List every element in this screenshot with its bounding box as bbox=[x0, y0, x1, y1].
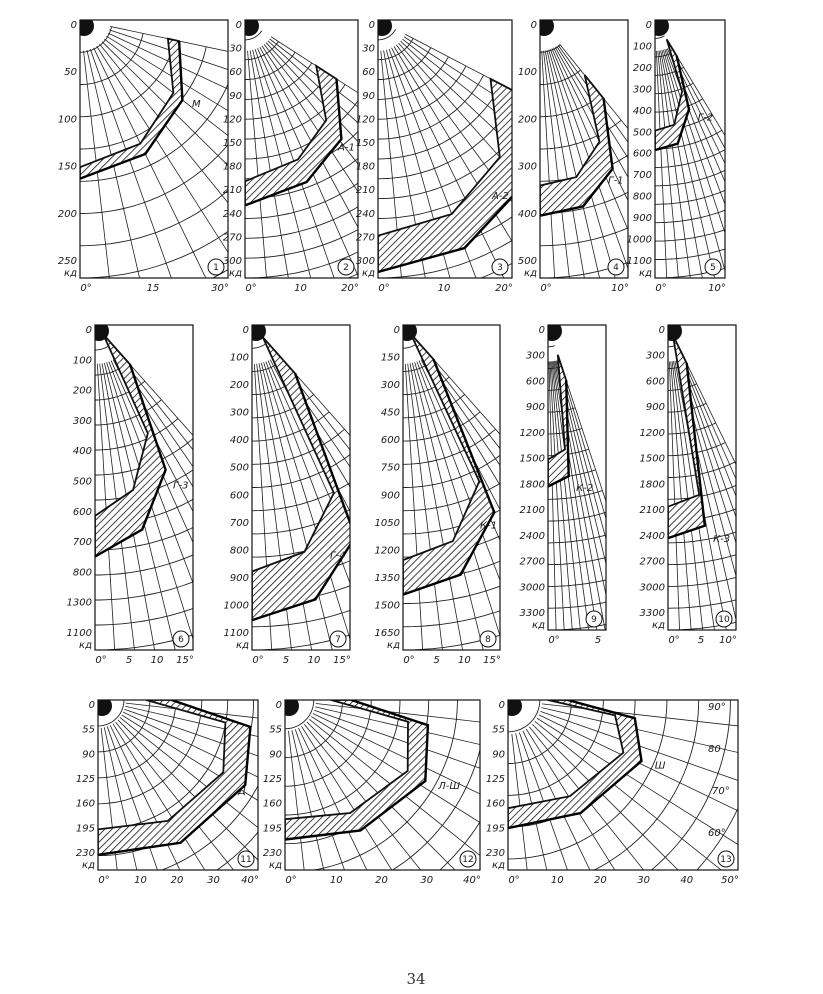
depth-tick-label: 1050 bbox=[374, 517, 400, 529]
angle-ray bbox=[264, 44, 500, 344]
depth-arc bbox=[548, 346, 555, 347]
depth-tick-label: 150 bbox=[355, 138, 375, 149]
angle-tick-label: 0° bbox=[252, 655, 264, 666]
depth-arc bbox=[655, 272, 808, 315]
depth-arc bbox=[508, 700, 823, 994]
angle-tick-label: 30° bbox=[211, 283, 229, 294]
angle-tick-label: 0° bbox=[508, 875, 520, 886]
depth-tick-label: 230 bbox=[75, 848, 95, 859]
depth-tick-label: 150 bbox=[57, 161, 77, 173]
angle-ray bbox=[307, 722, 578, 993]
unit-label: кд bbox=[229, 268, 242, 279]
angle-tick-label: 15° bbox=[333, 655, 351, 666]
depth-tick-label: 1200 bbox=[519, 427, 545, 439]
origin-mark bbox=[279, 696, 299, 716]
depth-tick-label: 1100 bbox=[66, 628, 92, 639]
arc-label: 70° bbox=[712, 786, 730, 797]
unit-label: кд bbox=[82, 860, 95, 871]
depth-tick-label: 100 bbox=[517, 67, 537, 79]
depth-arc bbox=[540, 296, 763, 375]
depth-tick-label: 0 bbox=[85, 325, 92, 336]
panel-number: 4 bbox=[613, 263, 619, 273]
depth-tick-label: 0 bbox=[235, 20, 242, 31]
angle-tick-label: 20 bbox=[170, 875, 184, 886]
depth-arc bbox=[508, 700, 823, 994]
depth-tick-label: 180 bbox=[222, 161, 242, 173]
hatched-zone bbox=[245, 66, 341, 206]
depth-tick-label: 50 bbox=[64, 67, 77, 79]
depth-tick-label: 100 bbox=[57, 114, 77, 126]
angle-tick-label: 20° bbox=[495, 283, 513, 294]
angle-tick-label: 10 bbox=[294, 283, 307, 294]
depth-arc bbox=[285, 700, 659, 994]
depth-tick-label: 180 bbox=[355, 161, 375, 173]
depth-tick-label: 3000 bbox=[639, 582, 665, 594]
unit-label: кд bbox=[362, 268, 375, 279]
angle-tick-label: 40° bbox=[463, 875, 481, 886]
angle-ray bbox=[680, 360, 823, 786]
depth-tick-label: 250 bbox=[57, 256, 77, 267]
angle-tick-label: 5 bbox=[433, 655, 440, 666]
depth-tick-label: 200 bbox=[517, 114, 537, 126]
hatched-zone bbox=[403, 334, 494, 595]
panel-number: 12 bbox=[462, 855, 474, 865]
angle-tick-label: 15° bbox=[483, 655, 501, 666]
depth-tick-label: 195 bbox=[75, 823, 95, 835]
depth-tick-label: 270 bbox=[355, 232, 375, 244]
depth-tick-label: 2100 bbox=[639, 505, 665, 517]
depth-tick-label: 600 bbox=[229, 490, 249, 502]
depth-tick-label: 55 bbox=[82, 724, 95, 736]
depth-tick-label: 120 bbox=[222, 114, 242, 126]
depth-tick-label: 230 bbox=[262, 848, 282, 859]
depth-tick-label: 1500 bbox=[639, 453, 665, 465]
angle-ray bbox=[512, 734, 559, 994]
depth-tick-label: 600 bbox=[72, 506, 92, 518]
depth-arc bbox=[540, 271, 743, 343]
depth-tick-label: 700 bbox=[229, 517, 249, 529]
curve-tag: M bbox=[192, 98, 201, 110]
depth-tick-label: 1800 bbox=[639, 479, 665, 491]
depth-tick-label: 300 bbox=[222, 256, 242, 267]
depth-tick-label: 500 bbox=[517, 256, 537, 267]
angle-ray bbox=[412, 363, 527, 830]
depth-tick-label: 400 bbox=[72, 446, 92, 458]
angle-ray bbox=[658, 50, 730, 426]
hatched-zone bbox=[508, 700, 642, 828]
panel-number: 5 bbox=[710, 263, 716, 273]
depth-tick-label: 125 bbox=[485, 774, 505, 785]
depth-tick-label: 230 bbox=[485, 848, 505, 859]
depth-arc bbox=[403, 620, 665, 720]
curve-tag: Г-4 bbox=[330, 550, 346, 562]
origin-mark bbox=[239, 16, 259, 36]
depth-tick-label: 400 bbox=[517, 208, 537, 220]
angle-tick-label: 0° bbox=[80, 283, 92, 294]
depth-tick-label: 160 bbox=[485, 798, 505, 810]
depth-tick-label: 300 bbox=[645, 350, 665, 362]
angle-tick-label: 20 bbox=[375, 875, 388, 886]
panel-number: 8 bbox=[485, 635, 491, 645]
angle-ray bbox=[298, 728, 464, 994]
depth-tick-label: 125 bbox=[75, 774, 95, 785]
depth-arc bbox=[668, 678, 823, 718]
hatched-zone bbox=[285, 700, 428, 840]
depth-arc bbox=[95, 624, 361, 725]
depth-tick-label: 210 bbox=[355, 185, 375, 197]
depth-tick-label: 200 bbox=[72, 385, 92, 397]
panel-number: 11 bbox=[240, 855, 252, 865]
curve-tag: Л-Ш bbox=[438, 781, 461, 793]
curve-tag: Г-3 bbox=[173, 480, 189, 492]
depth-tick-label: 195 bbox=[262, 823, 282, 835]
hatched-zone bbox=[378, 79, 524, 272]
depth-tick-label: 210 bbox=[222, 185, 242, 197]
arc-label: 60° bbox=[708, 828, 726, 839]
depth-tick-label: 700 bbox=[632, 170, 652, 182]
depth-tick-label: 1200 bbox=[639, 427, 665, 439]
depth-tick-label: 150 bbox=[380, 352, 400, 364]
arc-label: 90° bbox=[708, 702, 726, 713]
depth-tick-label: 200 bbox=[229, 380, 249, 392]
depth-tick-label: 60 bbox=[229, 67, 242, 79]
depth-tick-label: 300 bbox=[517, 161, 537, 173]
depth-tick-label: 0 bbox=[498, 700, 505, 711]
angle-tick-label: 15 bbox=[146, 283, 160, 294]
arc-label: 80 bbox=[708, 744, 721, 755]
angle-tick-label: 30 bbox=[207, 875, 220, 886]
depth-tick-label: 125 bbox=[262, 774, 282, 785]
depth-tick-label: 2700 bbox=[519, 556, 545, 568]
depth-tick-label: 200 bbox=[57, 208, 77, 220]
depth-tick-label: 1100 bbox=[626, 256, 652, 267]
angle-tick-label: 0° bbox=[95, 655, 107, 666]
panel-5 bbox=[627, 16, 823, 433]
angle-ray bbox=[542, 704, 823, 751]
angle-ray bbox=[535, 721, 823, 985]
angle-tick-label: 40 bbox=[680, 875, 694, 886]
depth-tick-label: 160 bbox=[262, 798, 282, 810]
depth-tick-label: 240 bbox=[222, 208, 242, 220]
angle-tick-label: 0° bbox=[655, 283, 667, 294]
unit-label: кд bbox=[387, 640, 400, 651]
curve-tag: А-1 bbox=[338, 142, 355, 154]
depth-tick-label: 0 bbox=[393, 325, 400, 336]
depth-arc bbox=[655, 36, 665, 39]
depth-tick-label: 300 bbox=[632, 84, 652, 96]
angle-ray bbox=[99, 44, 339, 341]
angle-ray bbox=[671, 46, 823, 373]
depth-tick-label: 600 bbox=[632, 148, 652, 160]
depth-tick-label: 0 bbox=[368, 20, 375, 31]
depth-tick-label: 400 bbox=[632, 105, 652, 117]
origin-mark bbox=[502, 696, 522, 716]
angle-tick-label: 50° bbox=[721, 875, 739, 886]
angle-ray bbox=[679, 360, 813, 791]
panel-13 bbox=[486, 696, 823, 994]
angle-tick-label: 10 bbox=[437, 283, 451, 294]
panel-frame bbox=[540, 20, 628, 278]
depth-tick-label: 1300 bbox=[66, 597, 92, 609]
panel-number: 6 bbox=[178, 635, 184, 645]
depth-tick-label: 1100 bbox=[223, 628, 249, 639]
depth-tick-label: 100 bbox=[632, 41, 652, 53]
depth-arc bbox=[655, 256, 798, 296]
depth-tick-label: 300 bbox=[525, 350, 545, 362]
depth-tick-label: 55 bbox=[269, 724, 282, 736]
angle-tick-label: 0° bbox=[548, 635, 560, 646]
depth-tick-label: 2400 bbox=[519, 530, 545, 542]
depth-tick-label: 500 bbox=[632, 127, 652, 139]
angle-tick-label: 10 bbox=[550, 875, 564, 886]
angle-tick-label: 10° bbox=[719, 635, 737, 646]
depth-tick-label: 90 bbox=[362, 90, 375, 102]
angle-tick-label: 30 bbox=[420, 875, 434, 886]
depth-tick-label: 60 bbox=[362, 67, 375, 79]
depth-tick-label: 450 bbox=[380, 407, 400, 419]
depth-tick-label: 900 bbox=[632, 213, 652, 225]
angle-tick-label: 0° bbox=[668, 635, 680, 646]
depth-tick-label: 0 bbox=[658, 325, 665, 336]
curve-tag: Г-1 bbox=[608, 175, 624, 187]
depth-tick-label: 500 bbox=[229, 462, 249, 474]
angle-tick-label: 5 bbox=[697, 635, 705, 646]
angle-tick-label: 0° bbox=[98, 875, 110, 886]
depth-tick-label: 1500 bbox=[374, 600, 400, 612]
depth-tick-label: 200 bbox=[632, 62, 652, 74]
depth-tick-label: 0 bbox=[538, 325, 545, 336]
depth-tick-label: 90 bbox=[82, 749, 95, 761]
depth-tick-label: 100 bbox=[72, 355, 92, 367]
depth-arc bbox=[668, 658, 823, 696]
depth-tick-label: 900 bbox=[645, 402, 665, 414]
depth-tick-label: 1000 bbox=[626, 234, 652, 246]
depth-tick-label: 0 bbox=[530, 20, 537, 31]
panel-number: 1 bbox=[213, 263, 219, 273]
angle-tick-label: 10 bbox=[329, 875, 343, 886]
depth-tick-label: 120 bbox=[355, 114, 375, 126]
angle-tick-label: 0° bbox=[245, 283, 257, 294]
angle-tick-label: 0° bbox=[403, 655, 415, 666]
depth-tick-label: 1500 bbox=[519, 453, 545, 465]
unit-label: кд bbox=[269, 860, 282, 871]
depth-tick-label: 150 bbox=[222, 138, 242, 149]
depth-tick-label: 600 bbox=[380, 435, 400, 447]
depth-arc bbox=[508, 700, 823, 994]
curve-tag: Д bbox=[238, 786, 246, 798]
depth-tick-label: 0 bbox=[645, 20, 652, 31]
unit-label: кд bbox=[236, 640, 249, 651]
angle-tick-label: 30 bbox=[637, 875, 650, 886]
panel-10 bbox=[640, 321, 823, 813]
origin-mark bbox=[534, 16, 554, 36]
angle-tick-label: 10 bbox=[150, 655, 164, 666]
angle-ray bbox=[683, 358, 823, 771]
depth-tick-label: 300 bbox=[72, 415, 92, 427]
depth-tick-label: 0 bbox=[70, 20, 77, 31]
depth-tick-label: 1000 bbox=[223, 600, 249, 612]
depth-tick-label: 600 bbox=[525, 376, 545, 388]
panel-number: 3 bbox=[497, 263, 503, 273]
depth-tick-label: 900 bbox=[229, 572, 249, 584]
depth-tick-label: 30 bbox=[229, 43, 242, 55]
curve-tag: К-1 bbox=[480, 520, 498, 532]
depth-tick-label: 1350 bbox=[374, 572, 400, 584]
unit-label: кд bbox=[64, 268, 77, 279]
depth-arc bbox=[548, 677, 664, 696]
angle-ray bbox=[292, 730, 377, 994]
depth-tick-label: 55 bbox=[492, 724, 505, 736]
origin-mark bbox=[92, 696, 112, 716]
origin-mark bbox=[662, 321, 682, 341]
depth-tick-label: 0 bbox=[88, 700, 95, 711]
angle-tick-label: 5 bbox=[125, 655, 133, 666]
depth-tick-label: 800 bbox=[632, 191, 652, 203]
angle-tick-label: 10° bbox=[611, 283, 629, 294]
angle-ray bbox=[295, 729, 421, 994]
depth-tick-label: 160 bbox=[75, 798, 95, 810]
angle-tick-label: 0° bbox=[378, 283, 390, 294]
angle-ray bbox=[557, 361, 664, 800]
depth-tick-label: 100 bbox=[229, 352, 249, 364]
angle-tick-label: 10 bbox=[307, 655, 321, 666]
angle-ray bbox=[101, 728, 140, 994]
depth-tick-label: 600 bbox=[645, 376, 665, 388]
panel-number: 10 bbox=[718, 615, 730, 625]
angle-tick-label: 20 bbox=[594, 875, 607, 886]
depth-tick-label: 900 bbox=[525, 402, 545, 414]
panel-frame bbox=[80, 20, 228, 278]
depth-tick-label: 30 bbox=[362, 43, 375, 55]
angle-ray bbox=[526, 729, 751, 994]
depth-tick-label: 800 bbox=[229, 545, 249, 557]
curve-tag: К-2 bbox=[576, 482, 594, 494]
angle-ray bbox=[540, 711, 823, 851]
depth-arc bbox=[508, 700, 823, 994]
angle-ray bbox=[672, 361, 723, 809]
depth-tick-label: 0 bbox=[242, 325, 249, 336]
depth-tick-label: 300 bbox=[355, 256, 375, 267]
depth-tick-label: 1800 bbox=[519, 479, 545, 491]
unit-label: кд bbox=[639, 268, 652, 279]
depth-tick-label: 700 bbox=[72, 537, 92, 549]
origin-mark bbox=[542, 321, 562, 341]
angle-tick-label: 10° bbox=[708, 283, 726, 294]
depth-tick-label: 240 bbox=[355, 208, 375, 220]
depth-tick-label: 90 bbox=[229, 90, 242, 102]
panel-number: 7 bbox=[335, 635, 341, 645]
depth-tick-label: 3000 bbox=[519, 582, 545, 594]
depth-tick-label: 300 bbox=[380, 380, 400, 392]
depth-tick-label: 195 bbox=[485, 823, 505, 835]
depth-tick-label: 0 bbox=[275, 700, 282, 711]
depth-arc bbox=[668, 638, 821, 673]
depth-tick-label: 2400 bbox=[639, 530, 665, 542]
panel-number: 2 bbox=[343, 263, 349, 273]
angle-ray bbox=[110, 26, 483, 105]
depth-tick-label: 400 bbox=[229, 435, 249, 447]
depth-tick-label: 900 bbox=[380, 490, 400, 502]
curve-tag: Г-2 bbox=[697, 112, 714, 124]
depth-tick-label: 3300 bbox=[639, 608, 665, 619]
depth-tick-label: 1650 bbox=[374, 628, 400, 639]
angle-ray bbox=[102, 363, 189, 836]
angle-ray bbox=[516, 733, 610, 994]
depth-tick-label: 3300 bbox=[519, 608, 545, 619]
unit-label: кд bbox=[652, 620, 665, 631]
depth-arc bbox=[668, 619, 811, 652]
angle-tick-label: 0° bbox=[285, 875, 297, 886]
page-number: 34 bbox=[406, 970, 426, 988]
angle-tick-label: 0° bbox=[540, 283, 552, 294]
unit-label: кд bbox=[79, 640, 92, 651]
unit-label: кд bbox=[492, 860, 505, 871]
origin-mark bbox=[74, 16, 94, 36]
angle-tick-label: 40° bbox=[241, 875, 259, 886]
origin-mark bbox=[372, 16, 392, 36]
depth-tick-label: 750 bbox=[380, 462, 400, 474]
angle-tick-label: 15° bbox=[176, 655, 194, 666]
depth-tick-label: 300 bbox=[229, 407, 249, 419]
angle-ray bbox=[667, 48, 819, 398]
angle-tick-label: 5 bbox=[282, 655, 290, 666]
angle-ray bbox=[537, 718, 823, 943]
angle-ray bbox=[678, 360, 796, 796]
depth-tick-label: 1200 bbox=[374, 545, 400, 557]
curve-tag: К-3 bbox=[713, 534, 731, 546]
angle-tick-label: 10 bbox=[457, 655, 471, 666]
angle-tick-label: 10 bbox=[134, 875, 147, 886]
curve-tag: А-2 bbox=[492, 191, 509, 203]
depth-tick-label: 500 bbox=[72, 476, 92, 488]
depth-arc bbox=[95, 605, 344, 700]
panels-root bbox=[58, 16, 823, 994]
depth-tick-label: 90 bbox=[492, 749, 505, 761]
unit-label: кд bbox=[524, 268, 537, 279]
angle-ray bbox=[532, 724, 823, 994]
unit-label: кд bbox=[532, 620, 545, 631]
depth-tick-label: 270 bbox=[222, 232, 242, 244]
panel-number: 13 bbox=[720, 855, 732, 865]
depth-arc bbox=[548, 656, 657, 674]
origin-mark bbox=[649, 16, 669, 36]
depth-tick-label: 2100 bbox=[519, 505, 545, 517]
depth-tick-label: 90 bbox=[269, 749, 282, 761]
depth-tick-label: 800 bbox=[72, 567, 92, 579]
angle-tick-label: 5 bbox=[594, 635, 602, 646]
curve-tag: Ш bbox=[654, 760, 666, 772]
angle-tick-label: 20° bbox=[341, 283, 359, 294]
depth-tick-label: 2700 bbox=[639, 556, 665, 568]
angle-ray bbox=[104, 363, 219, 830]
panel-number: 9 bbox=[591, 615, 597, 625]
